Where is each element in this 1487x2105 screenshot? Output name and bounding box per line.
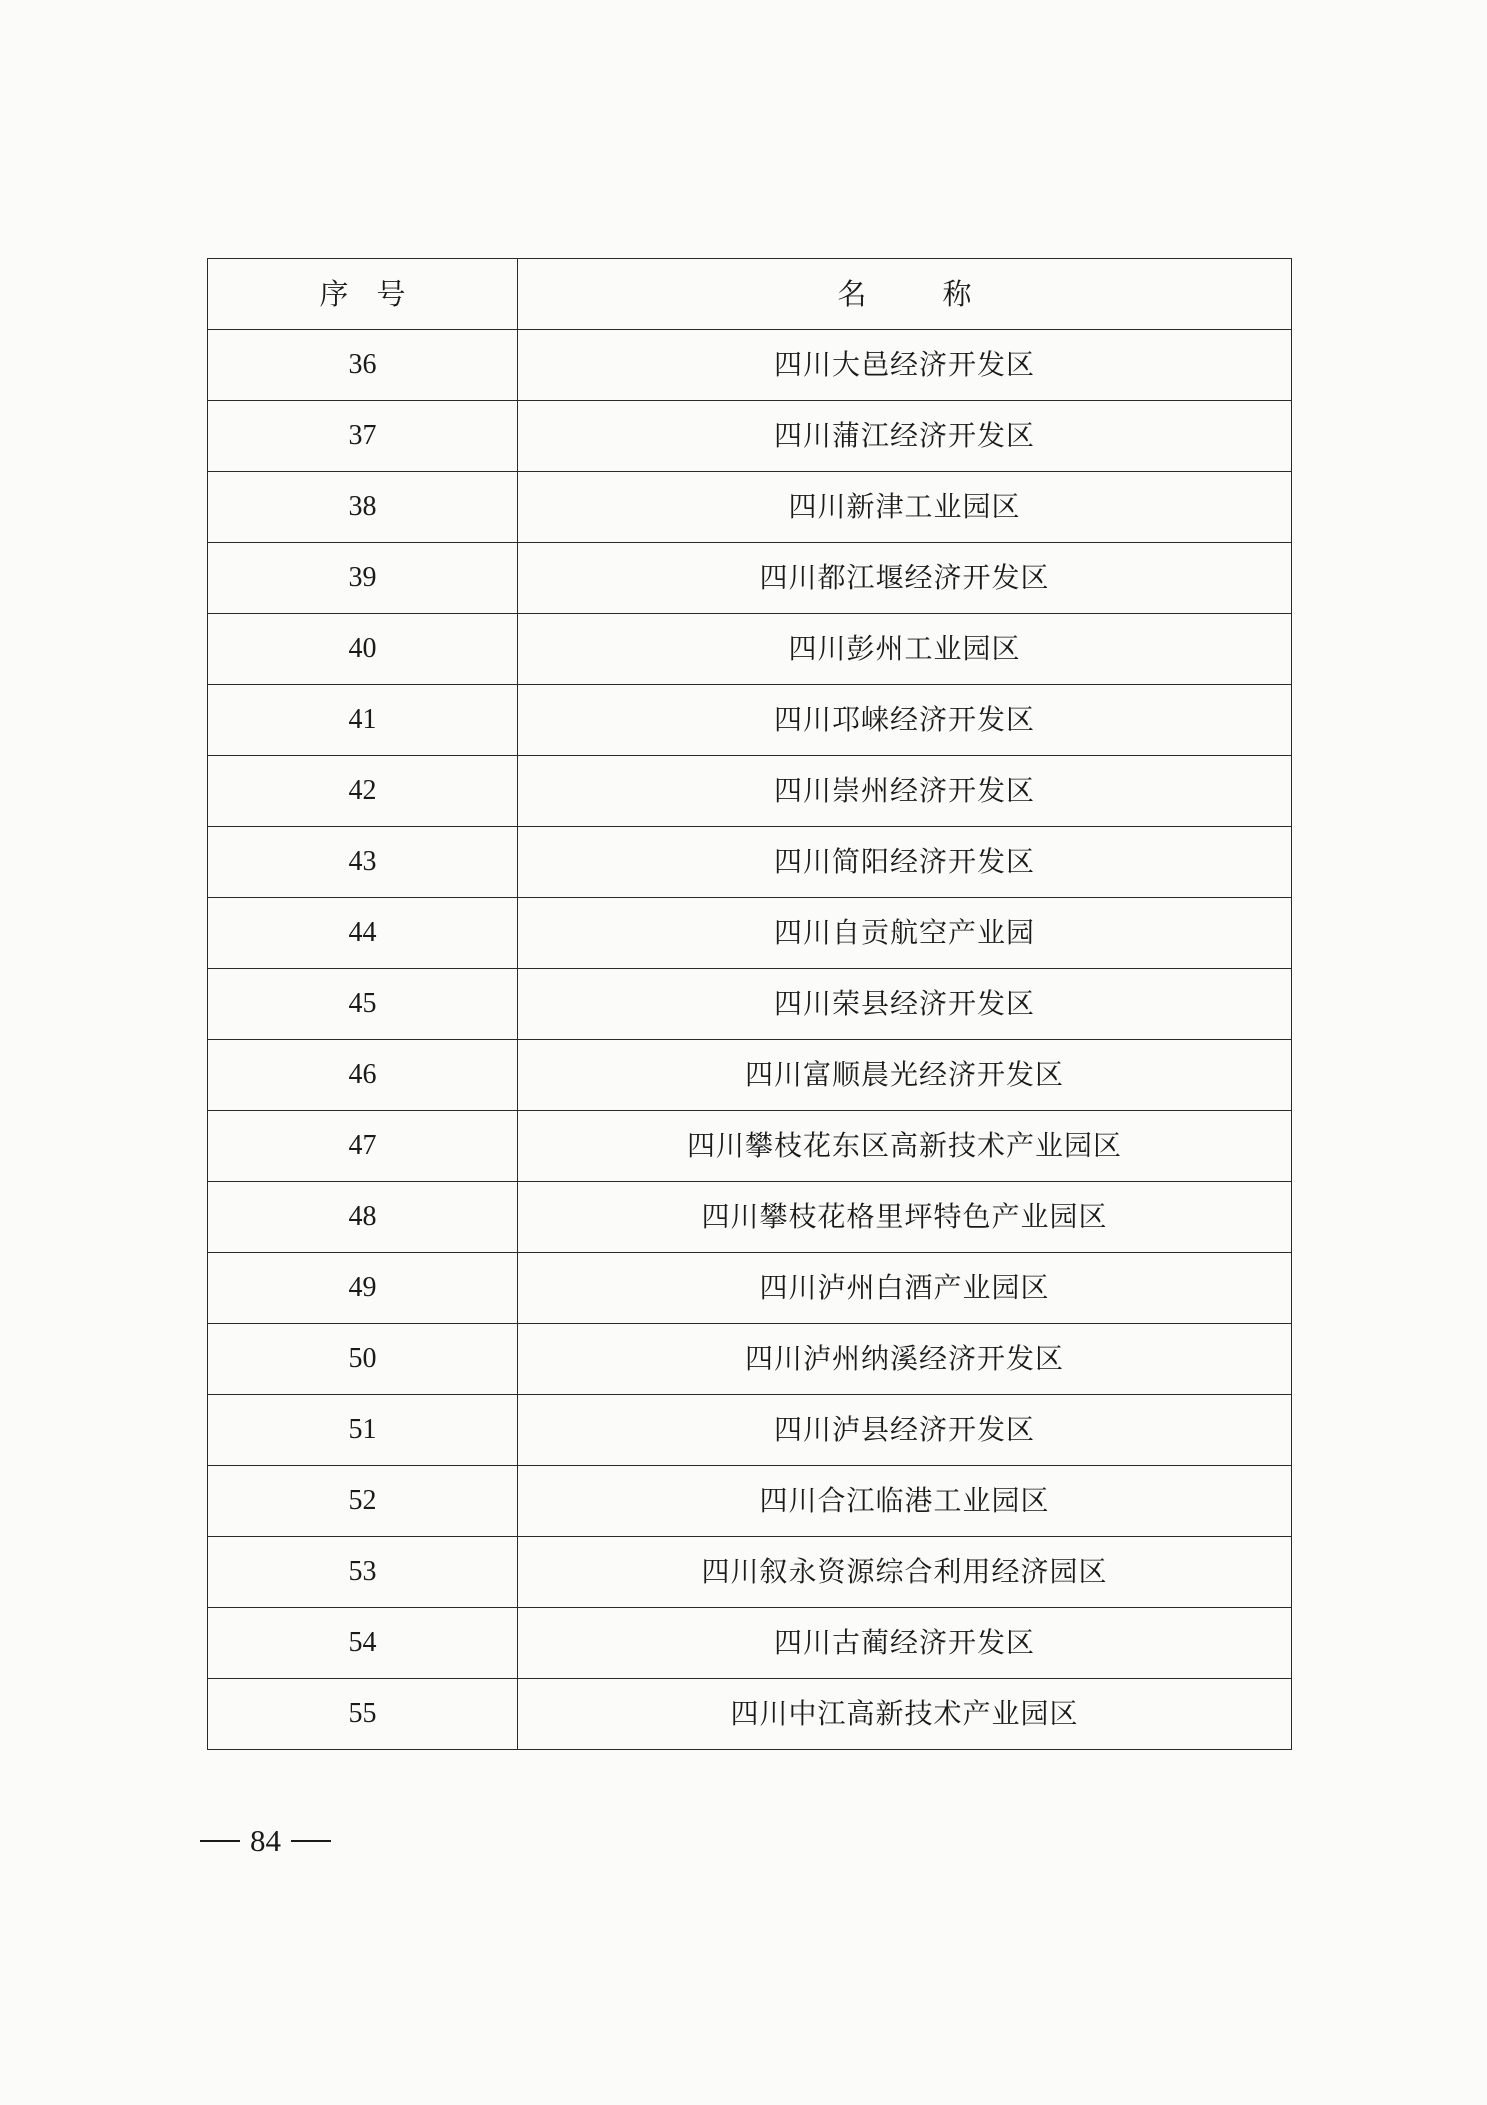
row-serial-number: 45 [208, 969, 518, 1040]
row-zone-name: 四川攀枝花格里坪特色产业园区 [518, 1182, 1292, 1253]
table-row [208, 1608, 1292, 1679]
header-serial-number [208, 259, 518, 330]
table-row [208, 1182, 1292, 1253]
row-zone-name: 四川泸州白酒产业园区 [518, 1253, 1292, 1324]
row-serial-number: 44 [208, 898, 518, 969]
row-serial-number: 53 [208, 1537, 518, 1608]
row-zone-name: 四川古蔺经济开发区 [518, 1608, 1292, 1679]
row-serial-number: 47 [208, 1111, 518, 1182]
row-serial-number: 36 [208, 330, 518, 401]
row-zone-name: 四川攀枝花东区高新技术产业园区 [518, 1111, 1292, 1182]
row-zone-name: 四川自贡航空产业园 [518, 898, 1292, 969]
row-zone-name: 四川富顺晨光经济开发区 [518, 1040, 1292, 1111]
row-serial-number: 52 [208, 1466, 518, 1537]
row-zone-name: 四川中江高新技术产业园区 [518, 1679, 1292, 1750]
page-number [200, 1823, 331, 1859]
table-row [208, 1111, 1292, 1182]
row-zone-name: 四川崇州经济开发区 [518, 756, 1292, 827]
table-row [208, 1679, 1292, 1750]
row-zone-name: 四川泸州纳溪经济开发区 [518, 1324, 1292, 1395]
page-number-dash-left [200, 1840, 240, 1842]
development-zone-table [207, 258, 1292, 1750]
row-zone-name: 四川邛崃经济开发区 [518, 685, 1292, 756]
row-serial-number: 42 [208, 756, 518, 827]
row-serial-number: 43 [208, 827, 518, 898]
table-row [208, 472, 1292, 543]
row-serial-number: 46 [208, 1040, 518, 1111]
row-serial-number: 51 [208, 1395, 518, 1466]
table-row [208, 1466, 1292, 1537]
table-row [208, 969, 1292, 1040]
header-serial-number-label: 序号 [319, 276, 434, 311]
table-row [208, 330, 1292, 401]
table-row [208, 543, 1292, 614]
row-serial-number: 50 [208, 1324, 518, 1395]
row-serial-number: 49 [208, 1253, 518, 1324]
header-name [518, 259, 1292, 330]
table-row [208, 401, 1292, 472]
table-row [208, 1537, 1292, 1608]
table-row [208, 756, 1292, 827]
row-zone-name: 四川荣县经济开发区 [518, 969, 1292, 1040]
page-number-value: 84 [250, 1823, 281, 1858]
table-row [208, 1040, 1292, 1111]
row-serial-number: 39 [208, 543, 518, 614]
table-body [208, 330, 1292, 1750]
table-row [208, 685, 1292, 756]
table-row [208, 898, 1292, 969]
table-row [208, 1324, 1292, 1395]
table-row [208, 614, 1292, 685]
row-serial-number: 48 [208, 1182, 518, 1253]
table-header-row [208, 259, 1292, 330]
table-row [208, 1395, 1292, 1466]
row-zone-name: 四川新津工业园区 [518, 472, 1292, 543]
table-row [208, 1253, 1292, 1324]
row-zone-name: 四川合江临港工业园区 [518, 1466, 1292, 1537]
table-row [208, 827, 1292, 898]
row-zone-name: 四川都江堰经济开发区 [518, 543, 1292, 614]
row-zone-name: 四川彭州工业园区 [518, 614, 1292, 685]
header-name-label: 名称 [837, 276, 1048, 311]
page-number-dash-right [291, 1840, 331, 1842]
row-zone-name: 四川叙永资源综合利用经济园区 [518, 1537, 1292, 1608]
row-serial-number: 37 [208, 401, 518, 472]
row-serial-number: 38 [208, 472, 518, 543]
row-zone-name: 四川泸县经济开发区 [518, 1395, 1292, 1466]
row-zone-name: 四川蒲江经济开发区 [518, 401, 1292, 472]
row-serial-number: 40 [208, 614, 518, 685]
row-serial-number: 55 [208, 1679, 518, 1750]
row-zone-name: 四川大邑经济开发区 [518, 330, 1292, 401]
row-serial-number: 54 [208, 1608, 518, 1679]
row-serial-number: 41 [208, 685, 518, 756]
row-zone-name: 四川简阳经济开发区 [518, 827, 1292, 898]
